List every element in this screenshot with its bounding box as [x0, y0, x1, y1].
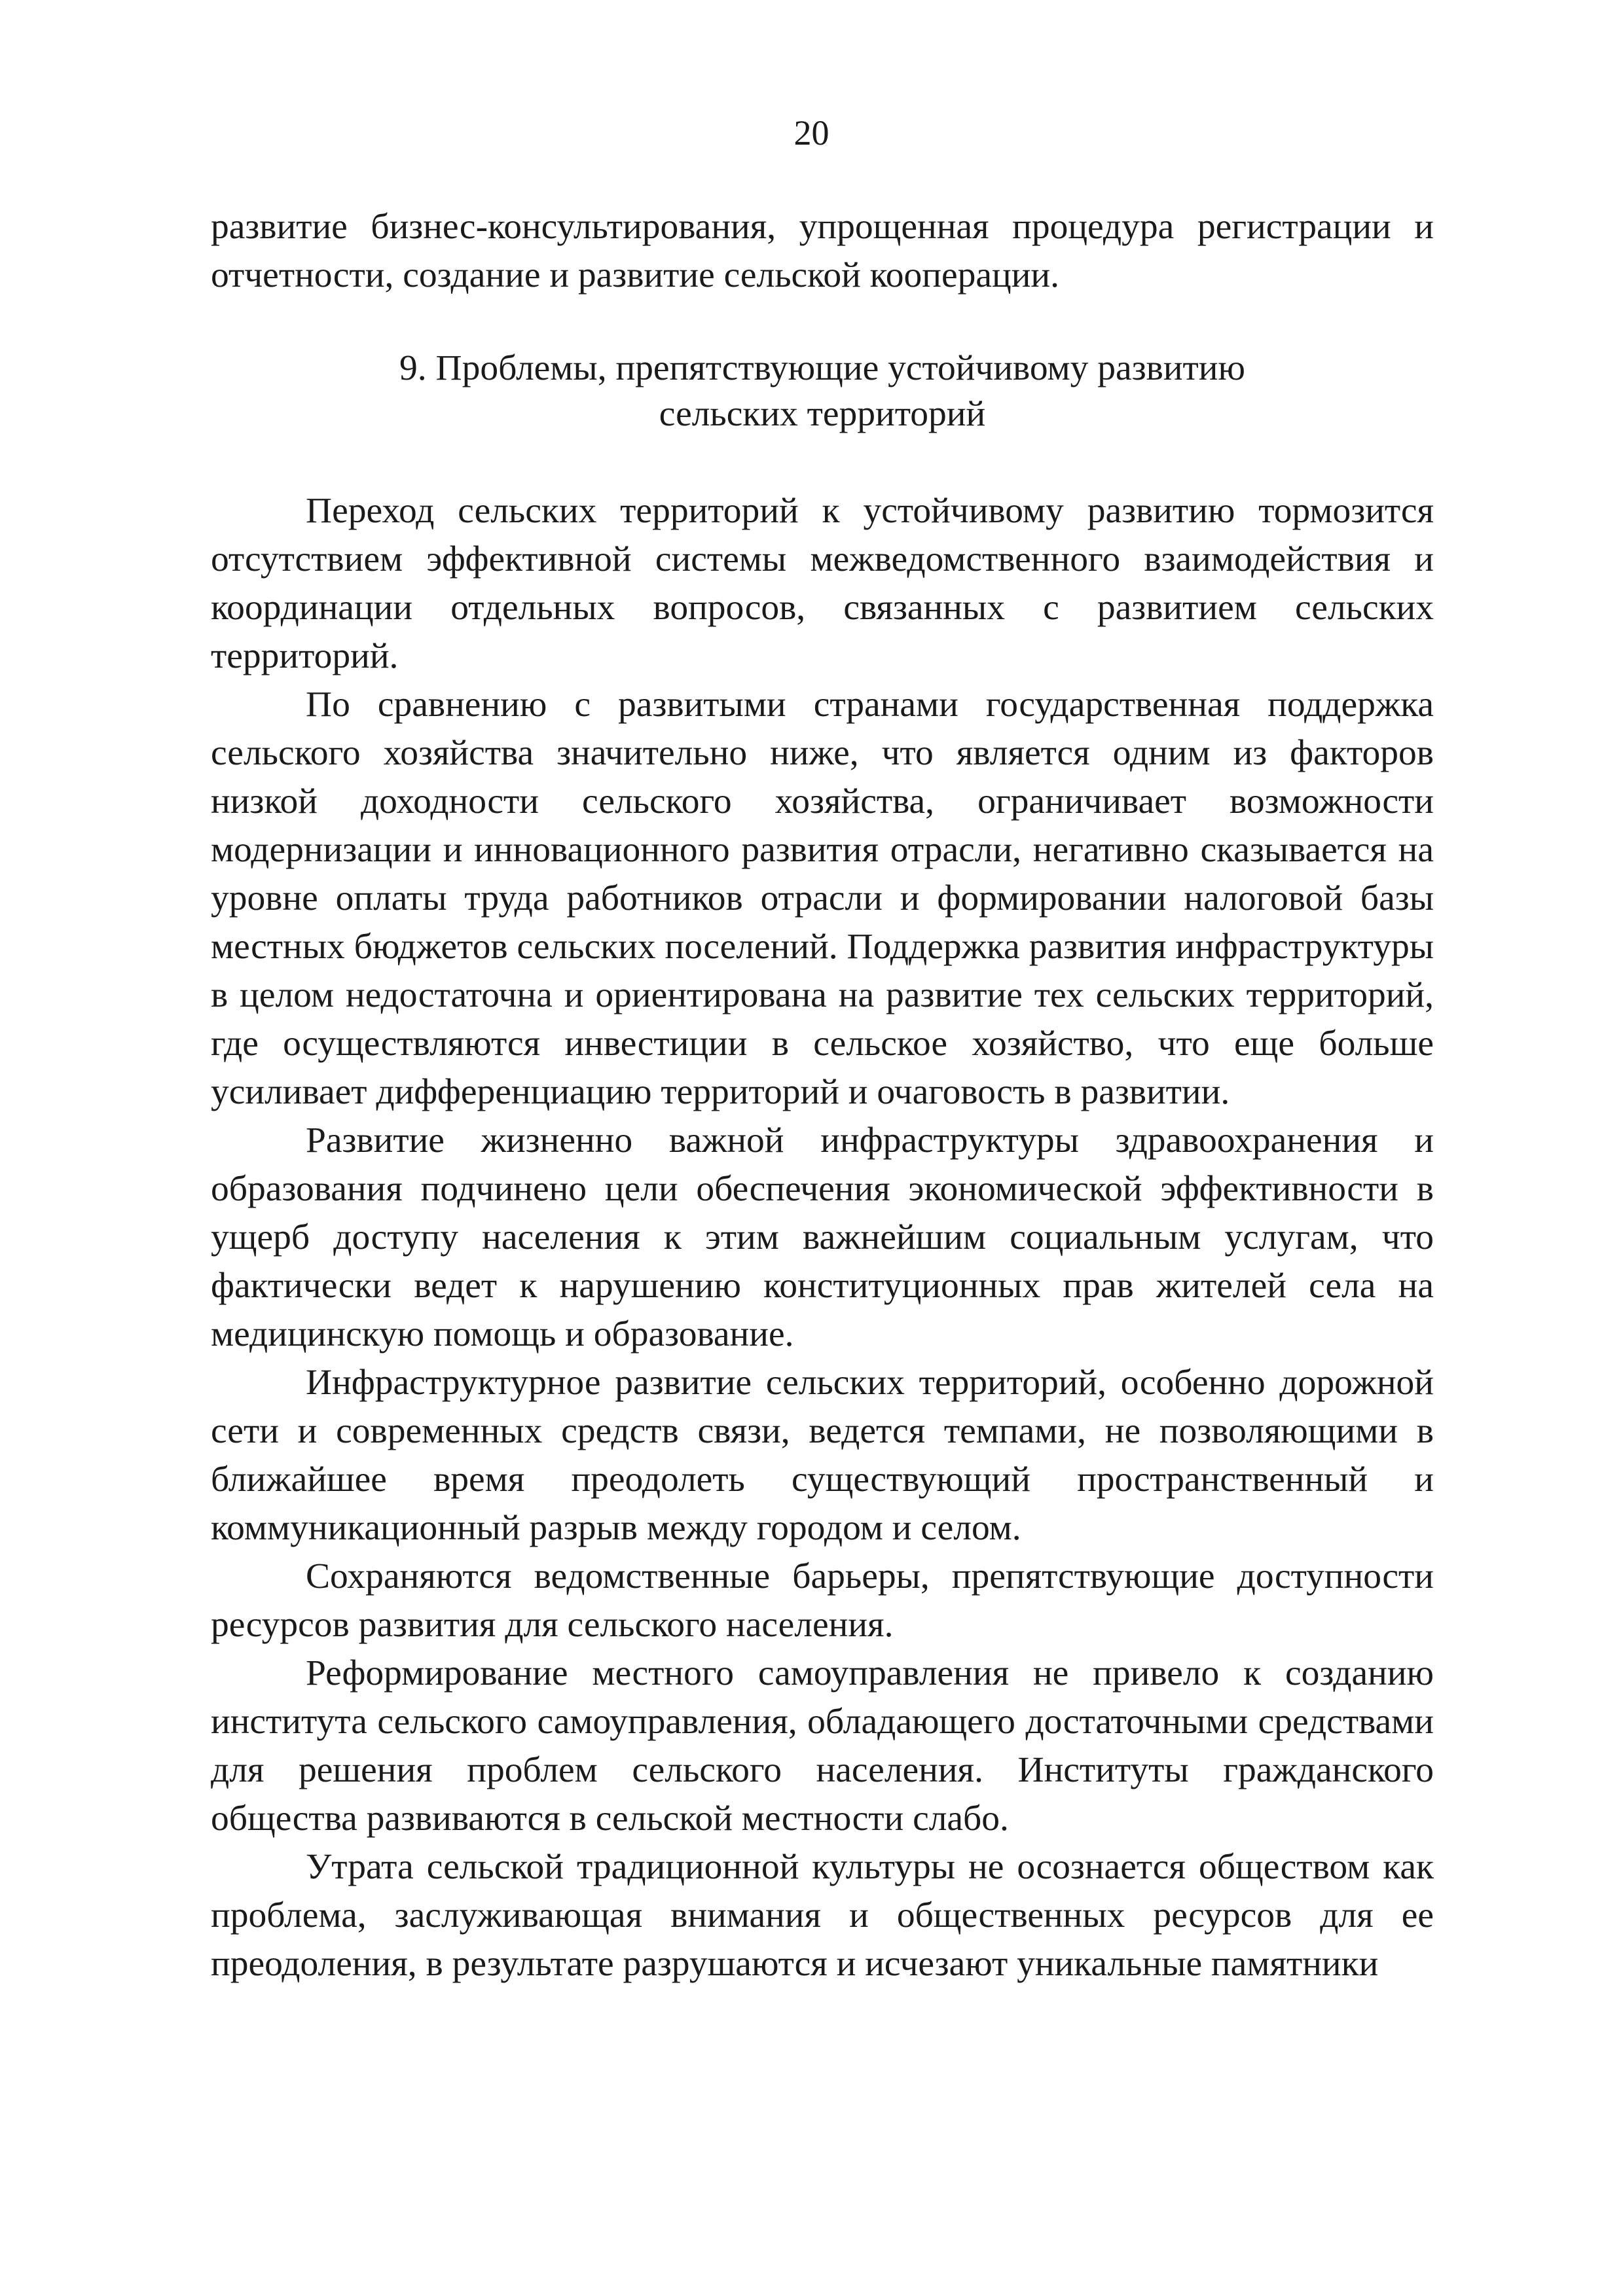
paragraph-4: Инфраструктурное развитие сельских территорий, особенно дорожной сети и современных средств связи, ведется темпами, не позволяющими в ближайшее время преодолеть существующий пространственный и коммуникационный разрыв между городом и селом. — [211, 1363, 1434, 1548]
paragraph-7: Утрата сельской традиционной культуры не осознается обществом как проблема, заслуживающая внимания и общественных ресурсов для ее преодоления, в результате разрушаются и исчезают уникальные памятники — [211, 1847, 1434, 1984]
paragraph-5: Сохраняются ведомственные барьеры, препятствующие доступности ресурсов развития для сельского населения. — [211, 1556, 1434, 1645]
section-heading — [211, 346, 1434, 437]
intro-paragraph: развитие бизнес-консультирования, упрощенная процедура регистрации и отчетности, создание и развитие сельской кооперации. — [211, 207, 1434, 295]
paragraph-2: По сравнению с развитыми странами государственная поддержка сельского хозяйства значительно ниже, что является одним из факторов низкой доходности сельского хозяйства, ограничивает возможности модернизации и инновационного развития отрасли, негативно сказывается на уровне оплаты труда работников отрасли и формировании налоговой базы местных бюджетов сельских поселений. Поддержка развития инфраструктуры в целом недостаточна и ориентирована на развитие тех сельских территорий, где осуществляются инвестиции в сельское хозяйство, что еще больше усиливает дифференциацию территорий и очаговость в развитии. — [211, 685, 1434, 1112]
section-heading-line-1: 9. Проблемы, препятствующие устойчивому развитию — [399, 348, 1245, 388]
intro-paragraph-block — [211, 203, 1434, 300]
paragraph-6: Реформирование местного самоуправления не привело к созданию института сельского самоуправления, обладающего достаточными средствами для решения проблем сельского населения. Институты гражданского общества развиваются в сельской местности слабо. — [211, 1653, 1434, 1839]
paragraph-3: Развитие жизненно важной инфраструктуры здравоохранения и образования подчинено цели обеспечения экономической эффективности в ущерб доступу населения к этим важнейшим социальным услугам, что фактически ведет к нарушению конституционных прав жителей села на медицинскую помощь и образование. — [211, 1121, 1434, 1354]
paragraph-1: Переход сельских территорий к устойчивому развитию тормозится отсутствием эффективной системы межведомственного взаимодействия и координации отдельных вопросов, связанных с развитием сельских территорий. — [211, 491, 1434, 676]
section-body — [211, 487, 1434, 1988]
page-number: 20 — [793, 113, 830, 152]
section-heading-line-2: сельских территорий — [659, 394, 986, 434]
